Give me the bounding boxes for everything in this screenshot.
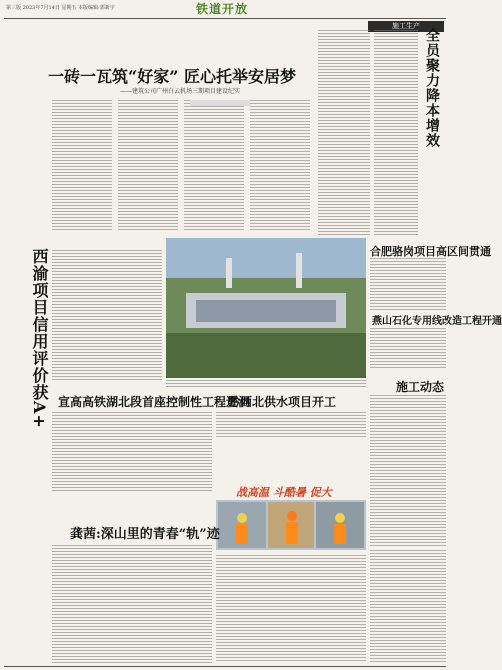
lead-subtitle: ——建筑公司广州白云机场三期项目建设纪实 [120, 88, 241, 95]
masthead: 铁道开放 [196, 2, 249, 16]
lead-text-col4 [250, 100, 310, 230]
right-bottom-text [370, 550, 446, 663]
lead-text-col2 [118, 100, 178, 230]
gongyi-text [52, 545, 212, 663]
xiyu-text [52, 250, 162, 380]
xuanhan-text [52, 412, 212, 492]
shigong-headline: 施工动态 [396, 380, 445, 394]
yanshan-headline: 燕山石化专用线改造工程开通 [372, 316, 502, 327]
lead-caption-bar [190, 100, 250, 106]
qianxibei-headline: 黔西北供水项目开工 [228, 395, 337, 409]
issue-meta: 第三版 2023年7月14日 星期五 本版编辑:郭新宇 [6, 5, 115, 11]
qianxibei-text [216, 412, 366, 438]
lead-text-col1 [52, 100, 112, 230]
lead-title: 一砖一瓦筑“好家” 匠心托举安居梦 [48, 67, 296, 86]
right-text-col2 [374, 30, 418, 235]
collage-caption-text [216, 555, 366, 663]
section-tag: 施工生产 [368, 21, 444, 32]
lead-photo [166, 238, 366, 378]
footer-rule [4, 666, 446, 667]
xuanhan-headline: 宣高高铁湖北段首座控制性工程进洞 [58, 395, 251, 409]
shigong-text [370, 395, 446, 547]
worker-photos [216, 500, 366, 550]
quanli-headline: 全员聚力降本增效 [424, 28, 440, 148]
lead-photo-caption [166, 380, 366, 388]
hefei-headline: 合肥骆岗项目高区间贯通 [370, 245, 491, 258]
lead-text-col3 [184, 100, 244, 230]
yanshan-text [370, 328, 446, 370]
gongyi-headline: 龚茜:深山里的青春“轨”迹 [70, 527, 220, 542]
right-text-col1 [318, 30, 370, 235]
xiyu-headline: 西渝项目信用评价获A+ [30, 248, 49, 429]
hefei-text [370, 258, 446, 310]
header-rule [4, 18, 446, 19]
campaign-banner: 战高温 斗酷暑 促大 [236, 486, 332, 499]
